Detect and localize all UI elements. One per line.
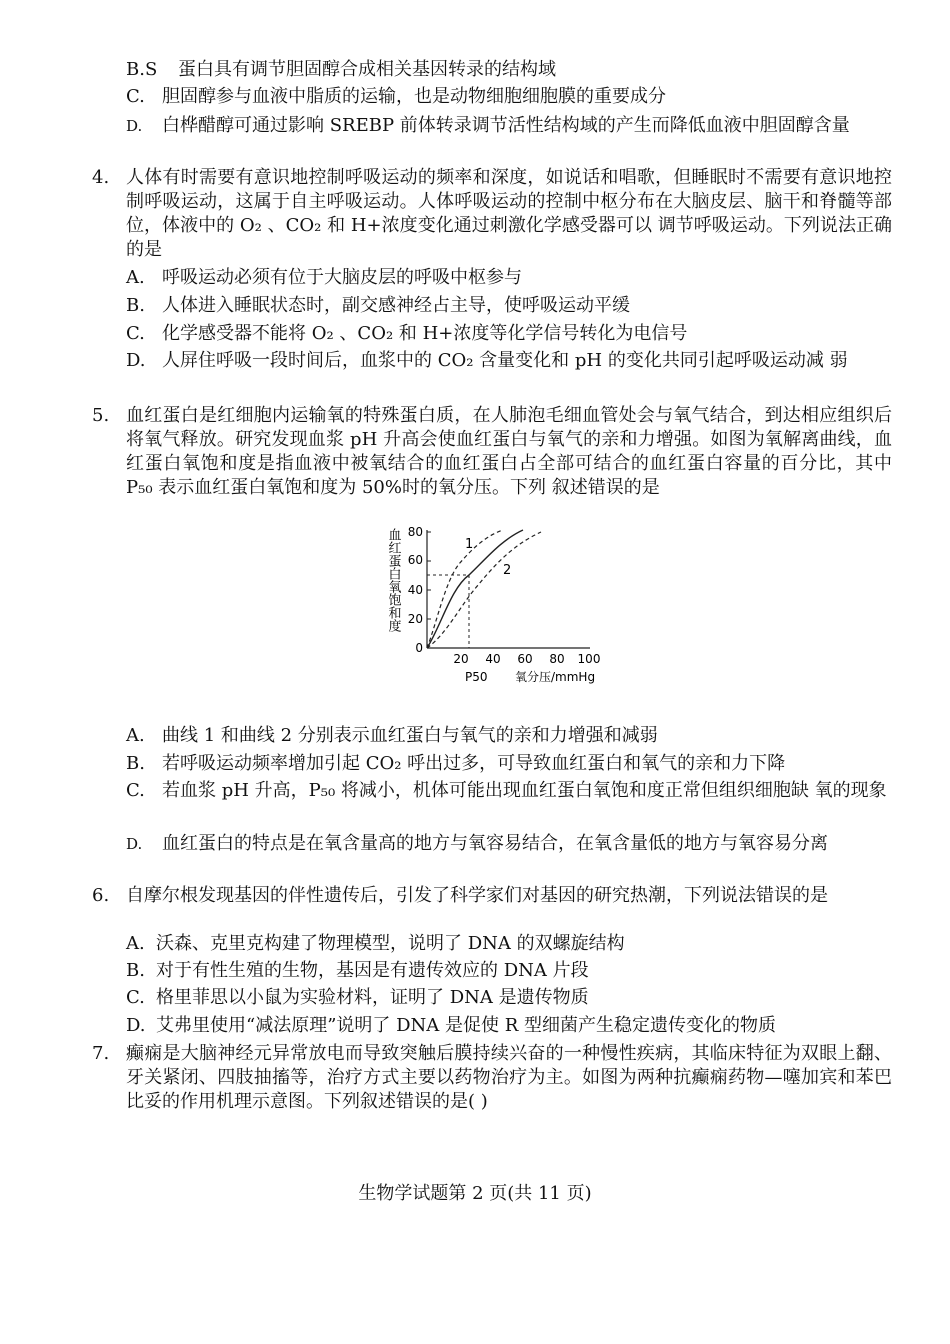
oxygen-dissociation-figure [385,522,610,687]
option-label: C. [126,780,145,801]
question-7 [92,1042,892,1114]
question-number: 4. [92,167,110,188]
x-axis-label: 氧分压/mmHg [515,670,596,684]
option-label: D. [126,350,146,371]
q6-option-d [126,1014,894,1038]
x-tick: 40 [485,652,501,666]
option-text: 若血浆 pH 升高，P₅₀ 将减小，机体可能出现血红蛋白氧饱和度正常但组织细胞缺 氧的现象 [162,780,887,801]
y-tick: 40 [407,583,423,597]
option-text: 胆固醇参与血液中脂质的运输，也是动物细胞细胞膜的重要成分 [162,86,666,107]
question-stem: 癫痫是大脑神经元异常放电而导致突触后膜持续兴奋的一种慢性疾病，其临床特征为双眼上翻、牙关紧闭、四肢抽搐等，治疗方式主要以药物治疗为主。如图为两种抗癫痫药物—噻加宾和苯巴比妥的作用机理示意图。下列叙述错误的是( ) [126,1043,892,1112]
curve-1-label: 1 [465,537,474,552]
option-text: 人体进入睡眠状态时，副交感神经占主导，使呼吸运动平缓 [162,295,630,316]
option-label: C. [126,323,145,344]
q3-option-b [126,58,894,82]
oxygen-dissociation-curve [385,522,610,687]
option-label: A. [126,933,145,954]
q6-option-b [126,959,894,983]
x-tick: 80 [549,652,565,666]
question-number: 7. [92,1043,110,1064]
q5-option-b [126,752,894,776]
x-tick: 100 [577,652,601,666]
option-label: D. [126,835,143,853]
q5-option-d [126,832,894,856]
q4-option-d [126,349,894,373]
option-label: B. [126,753,145,774]
q4-option-c [126,322,894,346]
question-stem: 自摩尔根发现基因的伴性遗传后，引发了科学家们对基因的研究热潮，下列说法错误的是 [126,885,828,906]
x-tick: 20 [453,652,469,666]
option-label: C. [126,86,145,107]
option-text: 若呼吸运动频率增加引起 CO₂ 呼出过多，可导致血红蛋白和氧气的亲和力下降 [162,753,786,774]
page-footer: 生物学试题第 2 页(共 11 页) [358,1183,592,1204]
y-axis-label: 血红蛋白氧饱和度 [385,528,401,632]
option-text: 艾弗里使用“减法原理”说明了 DNA 是促使 R 型细菌产生稳定遗传变化的物质 [156,1015,777,1036]
option-text: 呼吸运动必须有位于大脑皮层的呼吸中枢参与 [162,267,522,288]
q4-option-b [126,294,894,318]
question-stem: 血红蛋白是红细胞内运输氧的特殊蛋白质，在人肺泡毛细血管处会与氧气结合，到达相应组织后将氧气释放。研究发现血浆 pH 升高会使血红蛋白与氧气的亲和力增强。如图为氧解离曲线，血红蛋白氧饱和度是指血液中被氧结合的血红蛋白占全部可结合的血红蛋白容量的百分比，其中 P₅₀ 表示血红蛋白氧饱和度为 50%时的氧分压。下列 叙述错误的是 [126,405,892,498]
option-text: 格里菲思以小鼠为实验材料，证明了 DNA 是遗传物质 [156,987,589,1008]
q6-option-a [126,932,894,956]
option-label: A. [126,725,145,746]
question-number: 6. [92,885,110,906]
option-label: D. [126,117,143,135]
option-text: 人屏住呼吸一段时间后，血浆中的 CO₂ 含量变化和 pH 的变化共同引起呼吸运动减 弱 [162,350,848,371]
q5-option-c [126,779,894,803]
option-label: A. [126,267,145,288]
option-text: 血红蛋白的特点是在氧含量高的地方与氧容易结合，在氧含量低的地方与氧容易分离 [162,833,828,854]
option-text: 化学感受器不能将 O₂ 、CO₂ 和 H+浓度等化学信号转化为电信号 [162,323,688,344]
y-tick: 80 [407,525,423,539]
option-label: C. [126,987,145,1008]
y-tick: 60 [407,553,423,567]
x-tick: 60 [517,652,533,666]
option-label: B. [126,960,145,981]
question-5 [92,404,892,500]
q4-option-a [126,266,894,290]
option-text: 蛋白具有调节胆固醇合成相关基因转录的结构域 [178,59,556,80]
y-tick: 0 [415,641,423,655]
q3-option-c [126,85,894,109]
option-label: D. [126,1015,146,1036]
question-6 [92,884,892,908]
q6-option-c [126,986,894,1010]
option-text: 沃森、克里克构建了物理模型，说明了 DNA 的双螺旋结构 [156,933,625,954]
question-stem: 人体有时需要有意识地控制呼吸运动的频率和深度，如说话和唱歌，但睡眠时不需要有意识地控制呼吸运动，这属于自主呼吸运动。人体呼吸运动的控制中枢分布在大脑皮层、脑干和脊髓等部位，体液中的 O₂ 、CO₂ 和 H+浓度变化通过刺激化学感受器可以 调节呼吸运动。下列说法正确的是 [126,167,892,260]
option-label: B. [126,295,145,316]
option-text: 对于有性生殖的生物，基因是有遗传效应的 DNA 片段 [156,960,589,981]
curve-2 [427,532,541,648]
curve-2-label: 2 [503,563,512,578]
p50-label: P50 [465,670,488,684]
q5-option-a [126,724,894,748]
q3-option-d [126,114,894,138]
question-4 [92,166,892,262]
question-number: 5. [92,405,110,426]
option-text: 白桦醋醇可通过影响 SREBP 前体转录调节活性结构域的产生而降低血液中胆固醇含量 [162,115,850,136]
option-label: B.S [126,59,158,80]
option-text: 曲线 1 和曲线 2 分别表示血红蛋白与氧气的亲和力增强和减弱 [162,725,658,746]
y-tick: 20 [407,612,423,626]
